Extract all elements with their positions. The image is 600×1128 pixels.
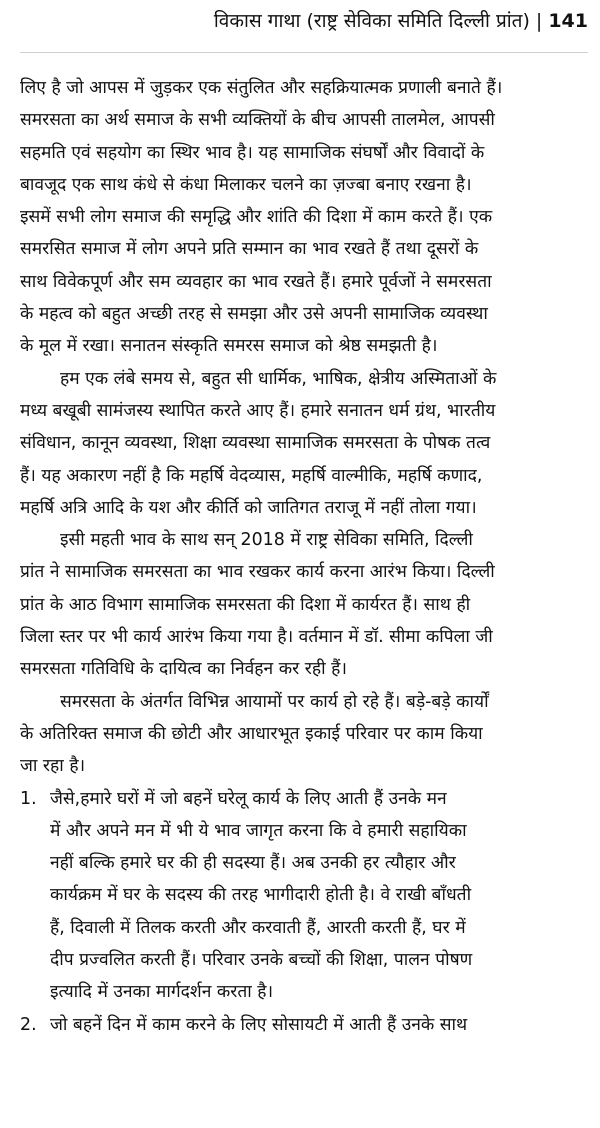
text-line: मध्य बखूबी सामंजस्य स्थापित करते आए हैं। हमारे सनातन धर्म ग्रंथ, भारतीय xyxy=(20,400,496,421)
text-line: सहमति एवं सहयोग का स्थिर भाव है। यह सामाजिक संघर्षों और विवादों के xyxy=(20,142,485,163)
text-line: महर्षि अत्रि आदि के यश और कीर्ति को जातिगत तराजू में नहीं तोला गया। xyxy=(20,497,477,518)
header-divider xyxy=(20,52,588,53)
page-number: 141 xyxy=(548,10,588,32)
list-number: 1. xyxy=(20,788,37,809)
text-line: जिला स्तर पर भी कार्य आरंभ किया गया है। वर्तमान में डॉ. सीमा कपिला जी xyxy=(20,627,493,648)
text-line: साथ विवेकपूर्ण और सम व्यवहार का भाव रखते हैं। हमारे पूर्वजों ने समरसता xyxy=(20,271,492,292)
text-line: समरसित समाज में लोग अपने प्रति सम्मान का भाव रखते हैं तथा दूसरों के xyxy=(20,239,479,260)
running-header xyxy=(20,8,588,34)
text-line: प्रांत ने सामाजिक समरसता का भाव रखकर कार्य करना आरंभ किया। दिल्ली xyxy=(20,562,495,583)
text-line: इसी महती भाव के साथ सन् 2018 में राष्ट्र सेविका समिति, दिल्ली xyxy=(60,530,473,551)
header-separator: | xyxy=(535,10,543,32)
list-number: 2. xyxy=(20,1014,37,1035)
text-line: दीप प्रज्वलित करती हैं। परिवार उनके बच्चों की शिक्षा, पालन पोषण xyxy=(50,950,473,971)
text-line: कार्यक्रम में घर के सदस्य की तरह भागीदारी होती है। वे राखी बाँधती xyxy=(50,885,472,906)
text-line: समरसता गतिविधि के दायित्व का निर्वहन कर रही हैं। xyxy=(20,659,347,680)
text-line: समरसता के अंतर्गत विभिन्न आयामों पर कार्य हो रहे हैं। बड़े-बड़े कार्यों xyxy=(60,691,489,712)
text-line: जैसे,हमारे घरों में जो बहनें घरेलू कार्य के लिए आती हैं उनके मन xyxy=(50,788,447,809)
text-line: इत्यादि में उनका मार्गदर्शन करता है। xyxy=(50,982,274,1003)
paragraph-3 xyxy=(20,524,588,685)
text-line: जा रहा है। xyxy=(20,756,86,777)
text-line: संविधान, कानून व्यवस्था, शिक्षा व्यवस्था सामाजिक समरसता के पोषक तत्व xyxy=(20,433,491,454)
header-title: विकास गाथा (राष्ट्र सेविका समिति दिल्ली प्रांत) xyxy=(213,10,530,32)
body-text xyxy=(20,72,588,1041)
text-line: लिए है जो आपस में जुड़कर एक संतुलित और सहक्रियात्मक प्रणाली बनाते हैं। xyxy=(20,78,503,98)
text-line: हैं। यह अकारण नहीं है कि महर्षि वेदव्यास, महर्षि वाल्मीकि, महर्षि कणाद, xyxy=(20,465,483,486)
paragraph-4 xyxy=(20,686,588,783)
text-line: के महत्व को बहुत अच्छी तरह से समझा और उसे अपनी सामाजिक व्यवस्था xyxy=(20,304,488,325)
list-item-1 xyxy=(20,783,588,1009)
paragraph-1 xyxy=(20,72,588,363)
text-line: समरसता का अर्थ समाज के सभी व्यक्तियों के बीच आपसी तालमेल, आपसी xyxy=(20,110,495,131)
paragraph-2 xyxy=(20,363,588,524)
text-line: के अतिरिक्त समाज की छोटी और आधारभूत इकाई परिवार पर काम किया xyxy=(20,723,483,744)
list-item-2 xyxy=(20,1009,588,1041)
text-line: हैं, दिवाली में तिलक करती और करवाती हैं, आरती करती हैं, घर में xyxy=(50,917,466,938)
text-line: प्रांत के आठ विभाग सामाजिक समरसता की दिशा में कार्यरत हैं। साथ ही xyxy=(20,594,471,615)
text-line: नहीं बल्कि हमारे घर की ही सदस्या हैं। अब उनकी हर त्यौहार और xyxy=(50,853,456,874)
text-line: बावजूद एक साथ कंधे से कंधा मिलाकर चलने का ज़ज्बा बनाए रखना है। xyxy=(20,174,472,195)
text-line: जो बहनें दिन में काम करने के लिए सोसायटी में आती हैं उनके साथ xyxy=(50,1014,468,1035)
text-line: इसमें सभी लोग समाज की समृद्धि और शांति की दिशा में काम करते हैं। एक xyxy=(20,207,493,228)
text-line: में और अपने मन में भी ये भाव जागृत करना कि वे हमारी सहायिका xyxy=(50,820,467,841)
text-line: हम एक लंबे समय से, बहुत सी धार्मिक, भाषिक, क्षेत्रीय अस्मिताओं के xyxy=(60,368,497,389)
text-line: के मूल में रखा। सनातन संस्कृति समरस समाज को श्रेष्ठ समझती है। xyxy=(20,336,438,357)
